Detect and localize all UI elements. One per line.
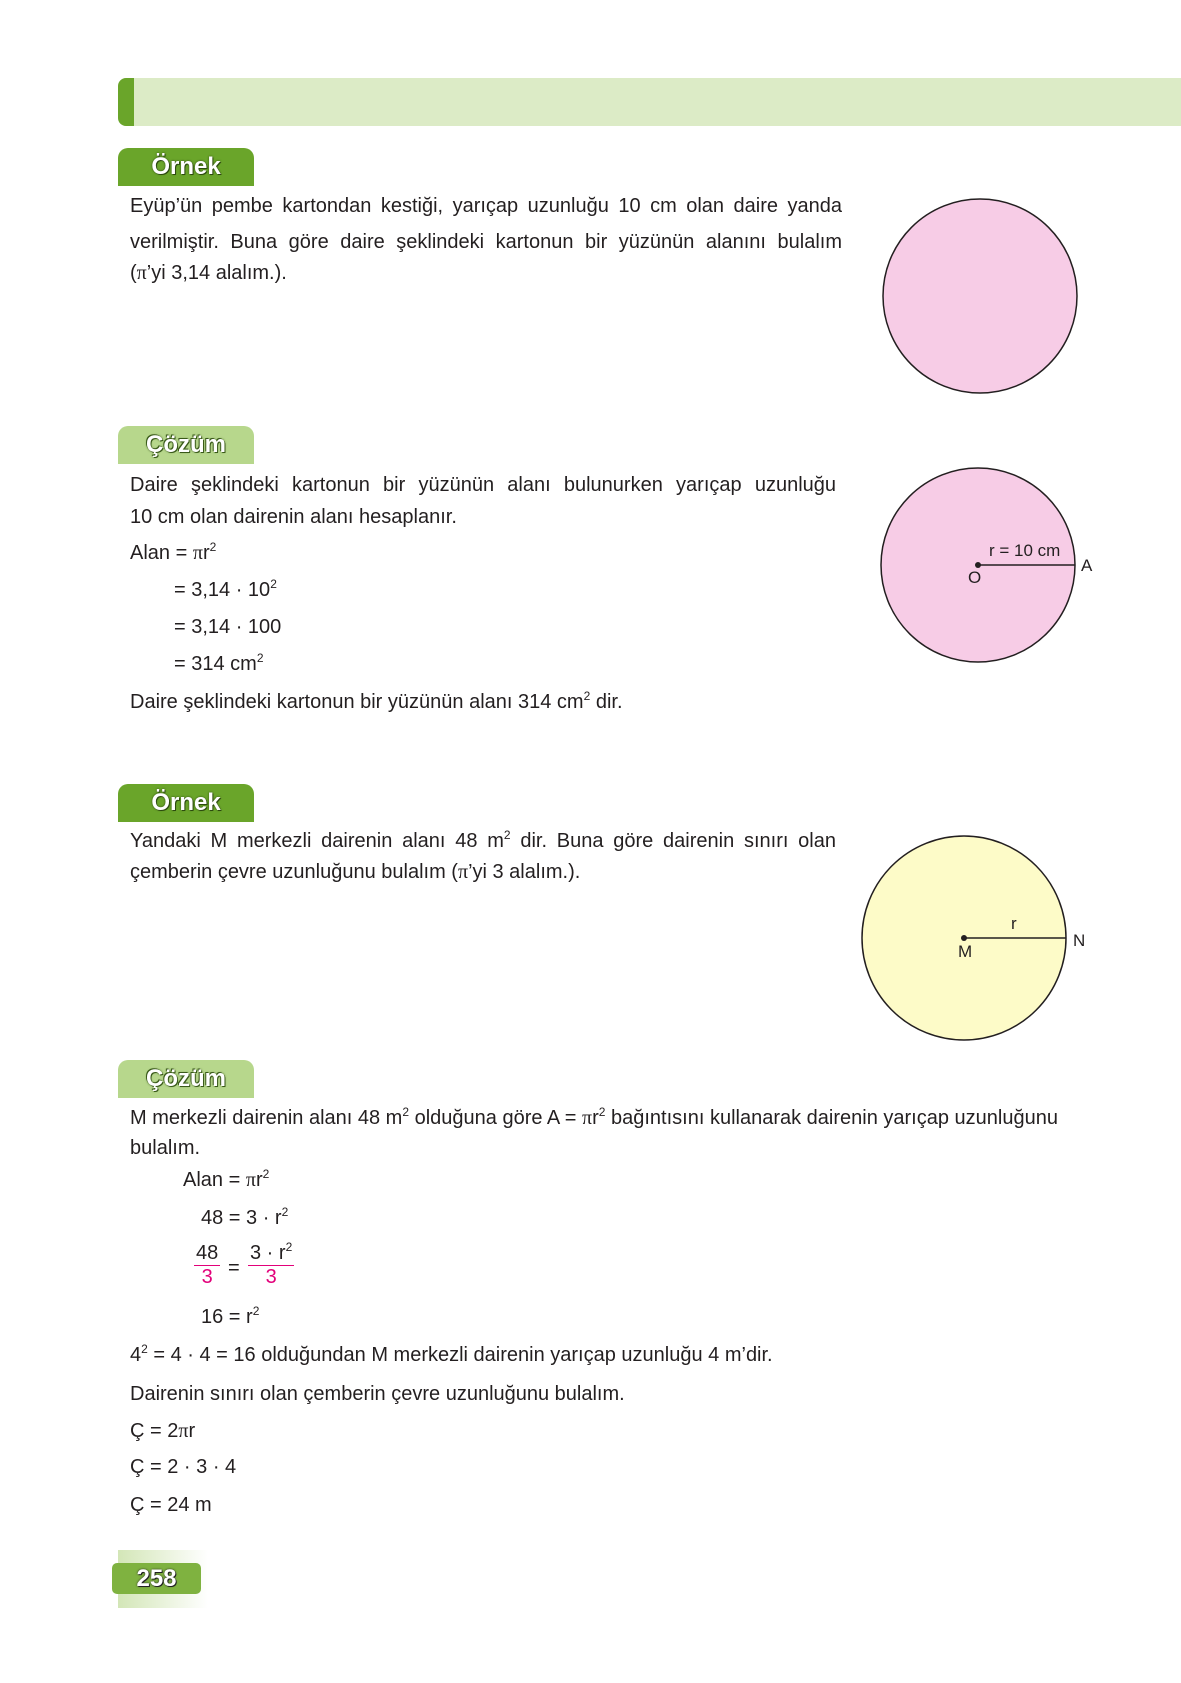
- page-number: 258: [112, 1563, 201, 1594]
- example-tab: Örnek: [118, 148, 254, 186]
- circumference-step: Ç = 24 m: [130, 1494, 212, 1516]
- radius-label: r: [1011, 914, 1017, 933]
- pink-circle-figure: [880, 196, 1080, 396]
- solution1-conclusion: Daire şeklindeki kartonun bir yüzünün alanı 314 $cm^2$ dir.: [130, 689, 623, 713]
- equation: Alan = $\pi r^2$: [183, 1167, 270, 1191]
- area-step: = 314 $cm^2$: [174, 651, 264, 675]
- solution2-text-line: M merkezli dairenin alanı 48 $m^2$ olduğuna göre $A = \pi r^2$ bağıntısını kullanarak dairenin yarıçap uzunluğunu: [130, 1105, 1058, 1129]
- area-formula: Alan = $\pi r^2$: [130, 540, 217, 564]
- center-label: O: [968, 568, 982, 587]
- solution2-text-line: $4^2 = 4 \cdot 4 = 16$ olduğundan M merkezli dairenin yarıçap uzunluğu 4 m’dir.: [130, 1342, 773, 1366]
- example-tab: Örnek: [118, 784, 254, 822]
- area-step: = $3,14 \cdot 10^2$: [174, 577, 277, 601]
- center-label: M: [958, 942, 973, 961]
- fraction-left: $\frac{48}{3}$: [196, 1242, 219, 1288]
- fraction-equals: =: [228, 1257, 240, 1279]
- solution1-text-line: 10 cm olan dairenin alanı hesaplanır.: [130, 506, 457, 528]
- example2-text-line: Yandaki M merkezli dairenin alanı 48 $m^2$ dir. Buna göre dairenin sınırı olan: [130, 828, 836, 852]
- point-label: N: [1073, 931, 1086, 950]
- solution1-text-line: Daire şeklindeki kartonun bir yüzünün alanı bulunurken yarıçap uzunluğu: [130, 474, 836, 496]
- pink-circle-with-radius: [878, 465, 1078, 665]
- circumference-step: Ç = 2πr: [130, 1420, 196, 1442]
- solution-tab: Çözüm: [118, 1060, 254, 1098]
- equation: $16 = r^2$: [201, 1304, 260, 1328]
- fraction-right: $\frac{3 \cdot r^2}{3}$: [250, 1240, 293, 1288]
- example2-text-line: çemberin çevre uzunluğunu bulalım (π’yi 3 alalım.).: [130, 861, 581, 883]
- header-bar: [118, 78, 1181, 126]
- solution-tab: Çözüm: [118, 426, 254, 464]
- radius-label: r = 10 cm: [989, 541, 1061, 560]
- equation: $48 = 3 \cdot r^2$: [201, 1205, 289, 1229]
- example1-text-line: verilmiştir. Buna göre daire şeklindeki kartonun bir yüzünün alanını bulalım: [130, 231, 842, 253]
- circumference-step: Ç = 2 · 3 · 4: [130, 1456, 237, 1478]
- point-label: A: [1081, 556, 1093, 575]
- yellow-circle-with-radius: [860, 834, 1070, 1044]
- solution2-text-line: bulalım.: [130, 1137, 201, 1159]
- example1-text-line: Eyüp’ün pembe kartondan kestiği, yarıçap uzunluğu 10 cm olan daire yanda: [130, 195, 842, 217]
- area-step: = 3,14 · 100: [174, 616, 282, 638]
- example1-text-line: (π’yi 3,14 alalım.).: [130, 262, 287, 284]
- solution2-text-line: Dairenin sınırı olan çemberin çevre uzunluğunu bulalım.: [130, 1383, 625, 1405]
